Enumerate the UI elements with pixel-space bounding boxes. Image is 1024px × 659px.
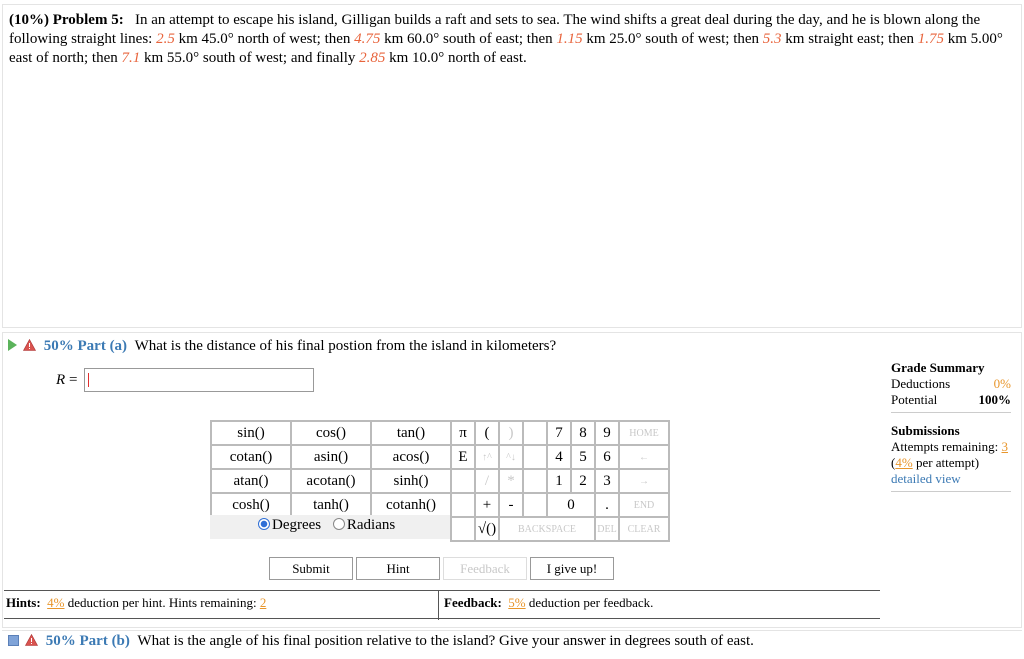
sqrt-button[interactable]: √() bbox=[475, 517, 499, 541]
multiply-button[interactable]: * bbox=[499, 469, 523, 493]
pi-button[interactable]: π bbox=[451, 421, 475, 445]
keypad-spacer bbox=[523, 445, 547, 469]
warning-icon bbox=[25, 634, 38, 646]
e-button[interactable]: E bbox=[451, 445, 475, 469]
detailed-view-link[interactable]: detailed view bbox=[891, 471, 961, 486]
grade-summary bbox=[891, 360, 1011, 496]
tanh-button[interactable]: tanh() bbox=[291, 493, 371, 517]
problem-text: km straight east; then bbox=[781, 31, 918, 47]
digit-5-button[interactable]: 5 bbox=[571, 445, 595, 469]
radians-label: Radians bbox=[346, 517, 396, 533]
problem-text: km 25.0° south of west; then bbox=[582, 31, 763, 47]
hints-info bbox=[6, 595, 266, 611]
keypad-spacer bbox=[451, 493, 475, 517]
deductions-label: Deductions bbox=[891, 376, 951, 391]
up-exponent-button[interactable]: ↑^ bbox=[475, 445, 499, 469]
problem-text: km 55.0° south of west; and finally bbox=[140, 50, 360, 66]
grade-divider bbox=[891, 491, 1011, 492]
delete-button[interactable]: DEL bbox=[595, 517, 619, 541]
submissions-title: Submissions bbox=[891, 423, 960, 438]
left-paren-button[interactable]: ( bbox=[475, 421, 499, 445]
minus-button[interactable]: - bbox=[499, 493, 523, 517]
backspace-button[interactable]: BACKSPACE bbox=[499, 517, 595, 541]
grade-divider bbox=[891, 412, 1011, 413]
attempts-value: 3 bbox=[1001, 439, 1008, 454]
hint-button[interactable]: Hint bbox=[356, 557, 440, 580]
problem-label: (10%) Problem 5: bbox=[9, 12, 124, 28]
keypad-spacer bbox=[523, 469, 547, 493]
attempts-remaining bbox=[891, 439, 1011, 455]
decimal-button[interactable]: . bbox=[595, 493, 619, 517]
attempts-text: Attempts remaining: bbox=[891, 439, 1002, 454]
hints-text: deduction per hint. Hints remaining: bbox=[64, 595, 260, 610]
sin-button[interactable]: sin() bbox=[211, 421, 291, 445]
digit-9-button[interactable]: 9 bbox=[595, 421, 619, 445]
per-attempt bbox=[891, 455, 1011, 471]
clear-button[interactable]: CLEAR bbox=[619, 517, 669, 541]
deductions-value: 0% bbox=[993, 376, 1011, 391]
value-segment-5: 1.75 bbox=[917, 31, 945, 47]
plus-button[interactable]: + bbox=[475, 493, 499, 517]
cosh-button[interactable]: cosh() bbox=[211, 493, 291, 517]
part-a-question: What is the distance of his final postion from the island in kilometers? bbox=[134, 338, 557, 354]
numeric-keypad bbox=[450, 420, 670, 542]
down-exponent-button[interactable]: ^↓ bbox=[499, 445, 523, 469]
cotanh-button[interactable]: cotanh() bbox=[371, 493, 451, 517]
per-attempt-text: per attempt) bbox=[912, 455, 980, 470]
keypad-spacer bbox=[451, 469, 475, 493]
degrees-radio[interactable] bbox=[258, 518, 270, 530]
left-arrow-button[interactable]: ← bbox=[619, 445, 669, 469]
give-up-button[interactable]: I give up! bbox=[530, 557, 614, 580]
answer-equals: = bbox=[69, 372, 78, 388]
problem-text: In an attempt to escape his island, Gilligan builds a raft and sets to sea. The wind shifts a great deal during the day, and he is blown along the following straight lines: bbox=[9, 12, 981, 47]
part-a-header[interactable] bbox=[8, 338, 556, 355]
part-b-percent: 50% Part (b) bbox=[45, 633, 130, 649]
keypad-spacer bbox=[523, 421, 547, 445]
potential-value: 100% bbox=[978, 392, 1011, 407]
asin-button[interactable]: asin() bbox=[291, 445, 371, 469]
grade-summary-title: Grade Summary bbox=[891, 360, 985, 375]
digit-3-button[interactable]: 3 bbox=[595, 469, 619, 493]
hints-label: Hints: bbox=[6, 595, 41, 610]
digit-6-button[interactable]: 6 bbox=[595, 445, 619, 469]
value-segment-6: 7.1 bbox=[121, 50, 141, 66]
right-paren-button[interactable]: ) bbox=[499, 421, 523, 445]
deductions-row bbox=[891, 376, 1011, 392]
keypad-spacer bbox=[451, 517, 475, 541]
problem-text: km 45.0° north of west; then bbox=[174, 31, 355, 47]
sinh-button[interactable]: sinh() bbox=[371, 469, 451, 493]
value-segment-2: 4.75 bbox=[354, 31, 381, 47]
acos-button[interactable]: acos() bbox=[371, 445, 451, 469]
text-caret bbox=[88, 373, 89, 387]
feedback-info bbox=[444, 595, 653, 611]
hint-deduction: 4% bbox=[47, 595, 65, 610]
tan-button[interactable]: tan() bbox=[371, 421, 451, 445]
value-segment-3: 1.15 bbox=[556, 31, 583, 47]
digit-2-button[interactable]: 2 bbox=[571, 469, 595, 493]
cotan-button[interactable]: cotan() bbox=[211, 445, 291, 469]
part-b-question: What is the angle of his final position relative to the island? Give your answer in degrees south of east. bbox=[137, 633, 754, 649]
part-a-percent: 50% Part (a) bbox=[43, 338, 128, 354]
per-attempt-pct: 4% bbox=[895, 455, 913, 470]
submit-button[interactable]: Submit bbox=[269, 557, 353, 580]
play-icon[interactable] bbox=[8, 339, 17, 351]
digit-8-button[interactable]: 8 bbox=[571, 421, 595, 445]
home-button[interactable]: HOME bbox=[619, 421, 669, 445]
end-button[interactable]: END bbox=[619, 493, 669, 517]
keypad-spacer bbox=[523, 493, 547, 517]
part-b-header[interactable] bbox=[8, 633, 754, 650]
digit-4-button[interactable]: 4 bbox=[547, 445, 571, 469]
hints-remaining: 2 bbox=[259, 595, 267, 610]
hints-feedback-bar bbox=[4, 590, 880, 619]
digit-0-button[interactable]: 0 bbox=[547, 493, 595, 517]
feedback-button[interactable]: Feedback bbox=[443, 557, 527, 580]
value-segment-1: 2.5 bbox=[156, 31, 175, 47]
potential-label: Potential bbox=[891, 392, 938, 407]
collapse-icon[interactable] bbox=[8, 635, 19, 646]
digit-7-button[interactable]: 7 bbox=[547, 421, 571, 445]
digit-1-button[interactable]: 1 bbox=[547, 469, 571, 493]
potential-row bbox=[891, 392, 1011, 408]
radians-radio[interactable] bbox=[333, 518, 345, 530]
warning-icon bbox=[23, 339, 36, 351]
divide-button[interactable]: / bbox=[475, 469, 499, 493]
function-keypad bbox=[210, 420, 452, 518]
problem-statement bbox=[2, 4, 1022, 328]
feedback-text: deduction per feedback. bbox=[525, 595, 654, 610]
answer-input[interactable] bbox=[84, 368, 314, 392]
divider bbox=[438, 591, 439, 620]
value-segment-7: 2.85 bbox=[359, 50, 386, 66]
degrees-label: Degrees bbox=[272, 517, 322, 533]
problem-text: km 60.0° south of east; then bbox=[380, 31, 557, 47]
angle-units bbox=[210, 515, 450, 539]
answer-variable: R bbox=[56, 372, 66, 388]
feedback-deduction: 5% bbox=[508, 595, 526, 610]
per-attempt-open: ( bbox=[891, 455, 896, 470]
feedback-label: Feedback: bbox=[444, 595, 502, 610]
problem-text: km 5.00° east of north; then bbox=[9, 31, 1003, 66]
value-segment-4: 5.3 bbox=[762, 31, 782, 47]
problem-text: km 10.0° north of east. bbox=[385, 50, 527, 66]
acotan-button[interactable]: acotan() bbox=[291, 469, 371, 493]
right-arrow-button[interactable]: → bbox=[619, 469, 669, 493]
atan-button[interactable]: atan() bbox=[211, 469, 291, 493]
cos-button[interactable]: cos() bbox=[291, 421, 371, 445]
